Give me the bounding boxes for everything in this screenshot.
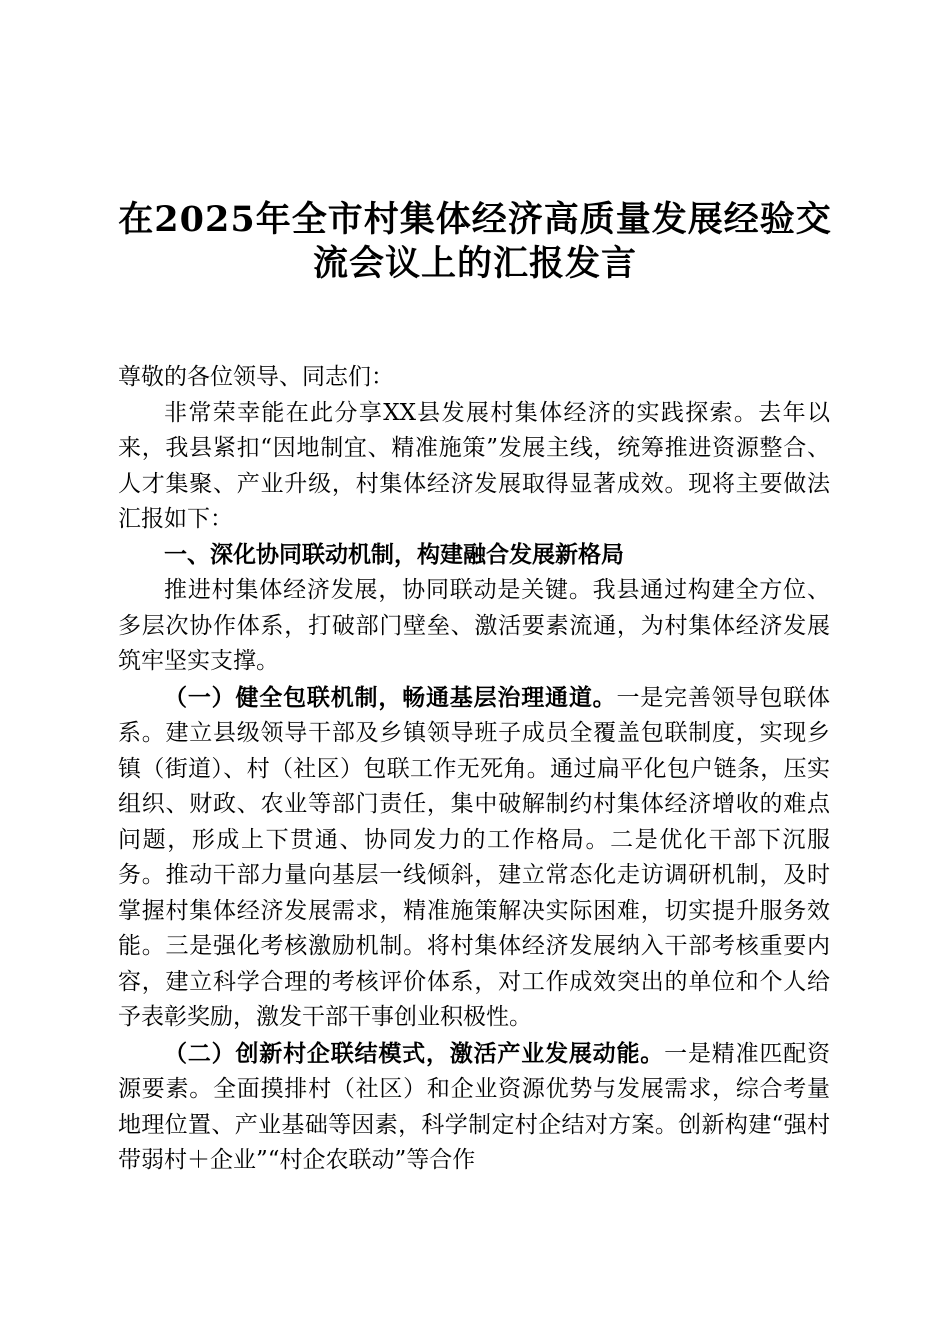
subsection-2-text: 一是精准匹配资源要素。全面摸排村（社区）和企业资源优势与发展需求，综合考量地理位置、产业基础等因素，科学制定村企结对方案。创新构建“强村带弱村＋企业”“村企农联动”等合作 [118,1040,831,1173]
subsection-2-paragraph [118,1036,830,1179]
subsection-2-heading: （二）创新村企联结模式，激活产业发展动能。 [164,1039,665,1067]
section-1-heading: 一、深化协同联动机制，构建融合发展新格局 [164,541,624,568]
subsection-1-heading: （一）健全包联机制，畅通基层治理通道。 [164,683,617,711]
section-1-lead-paragraph: 推进村集体经济发展，协同联动是关键。我县通过构建全方位、多层次协作体系，打破部门壁垒、激活要素流通，为村集体经济发展筑牢坚实支撑。 [118,577,830,674]
subsection-1-text: 一是完善领导包联体系。建立县级领导干部及乡镇领导班子成员全覆盖包联制度，实现乡镇（街道）、村（社区）包联工作无死角。通过扁平化包户链条，压实组织、财政、农业等部门责任，集中破解制约村集体经济增收的难点问题，形成上下贯通、协同发力的工作格局。二是优化干部下沉服务。推动干部力量向基层一线倾斜，建立常态化走访调研机制，及时掌握村集体经济发展需求，精准施策解决实际困难，切实提升服务效能。三是强化考核激励机制。将村集体经济发展纳入干部考核重要内容，建立科学合理的考核评价体系，对工作成效突出的单位和个人给予表彰奖励，激发干部干事创业积极性。 [118,684,831,1030]
intro-paragraph: 非常荣幸能在此分享XX县发展村集体经济的实践探索。去年以来，我县紧扣“因地制宜、精准施策”发展主线，统筹推进资源整合、人才集聚、产业升级，村集体经济发展取得显著成效。现将主要做法汇报如下： [118,399,830,532]
salutation: 尊敬的各位领导、同志们： [118,364,394,390]
document-title-line-2: 流会议上的汇报发言 [312,243,637,284]
subsection-1-paragraph [118,680,830,1036]
document-title-line-1: 在2025年全市村集体经济高质量发展经验交 [118,199,832,240]
document-body [118,360,830,1179]
